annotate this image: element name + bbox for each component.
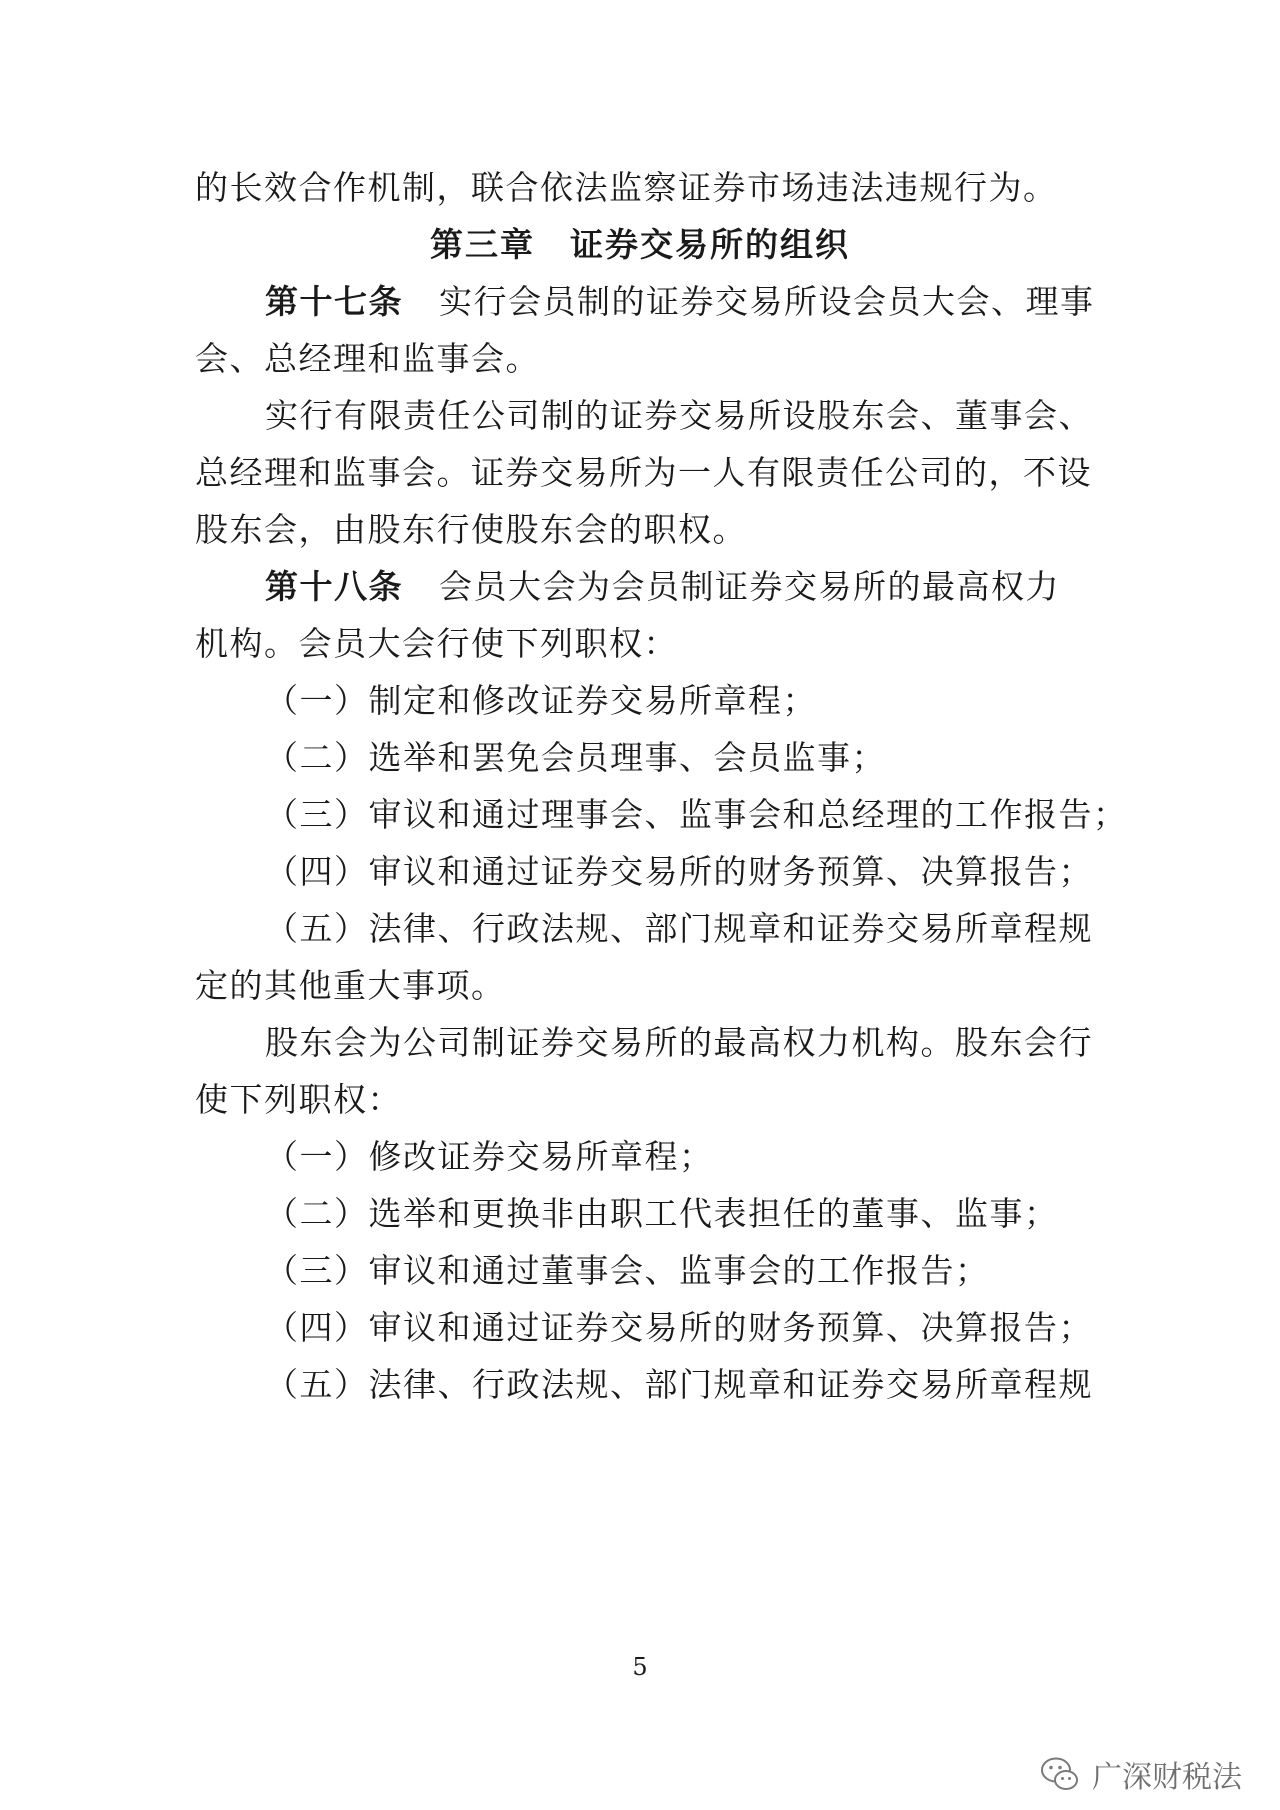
list-item: （三）审议和通过理事会、监事会和总经理的工作报告； [265, 795, 1128, 834]
list-item: （四）审议和通过证券交易所的财务预算、决算报告； [265, 1308, 1093, 1347]
article-17-label: 第十七条 [265, 282, 403, 321]
article-18-text: 会员大会为会员制证券交易所的最高权力 [439, 567, 1060, 606]
list-item: （五）法律、行政法规、部门规章和证券交易所章程规 [265, 1365, 1093, 1404]
paragraph-line: 股东会，由股东行使股东会的职权。 [195, 510, 747, 549]
list-item: （五）法律、行政法规、部门规章和证券交易所章程规 [265, 909, 1093, 948]
paragraph-line: 机构。会员大会行使下列职权： [195, 624, 678, 663]
paragraph-line: 实行有限责任公司制的证券交易所设股东会、董事会、 [265, 396, 1093, 435]
watermark-text: 广深财税法 [1092, 1760, 1242, 1795]
wechat-icon [1038, 1752, 1082, 1796]
article-17-line-1 [265, 282, 1095, 322]
watermark [1038, 1752, 1242, 1796]
article-18-label: 第十八条 [265, 567, 403, 606]
article-18-line-1 [265, 567, 1095, 607]
paragraph-line: 的长效合作机制，联合依法监察证券市场违法违规行为。 [195, 168, 1058, 207]
page-number: 5 [632, 1653, 648, 1681]
paragraph-line: 会、总经理和监事会。 [195, 339, 540, 378]
paragraph-line: 总经理和监事会。证券交易所为一人有限责任公司的，不设 [195, 453, 1092, 492]
chapter-heading: 第三章 证券交易所的组织 [430, 225, 850, 264]
list-item: （一）修改证券交易所章程； [265, 1137, 714, 1176]
paragraph-line: 股东会为公司制证券交易所的最高权力机构。股东会行 [265, 1023, 1093, 1062]
list-item: （三）审议和通过董事会、监事会的工作报告； [265, 1251, 990, 1290]
paragraph-line: 使下列职权： [195, 1080, 402, 1119]
paragraph-line: 定的其他重大事项。 [195, 966, 506, 1005]
list-item: （二）选举和更换非由职工代表担任的董事、监事； [265, 1194, 1059, 1233]
list-item: （一）制定和修改证券交易所章程； [265, 681, 817, 720]
list-item: （四）审议和通过证券交易所的财务预算、决算报告； [265, 852, 1093, 891]
article-17-text: 实行会员制的证券交易所设会员大会、理事 [439, 282, 1095, 321]
list-item: （二）选举和罢免会员理事、会员监事； [265, 738, 886, 777]
